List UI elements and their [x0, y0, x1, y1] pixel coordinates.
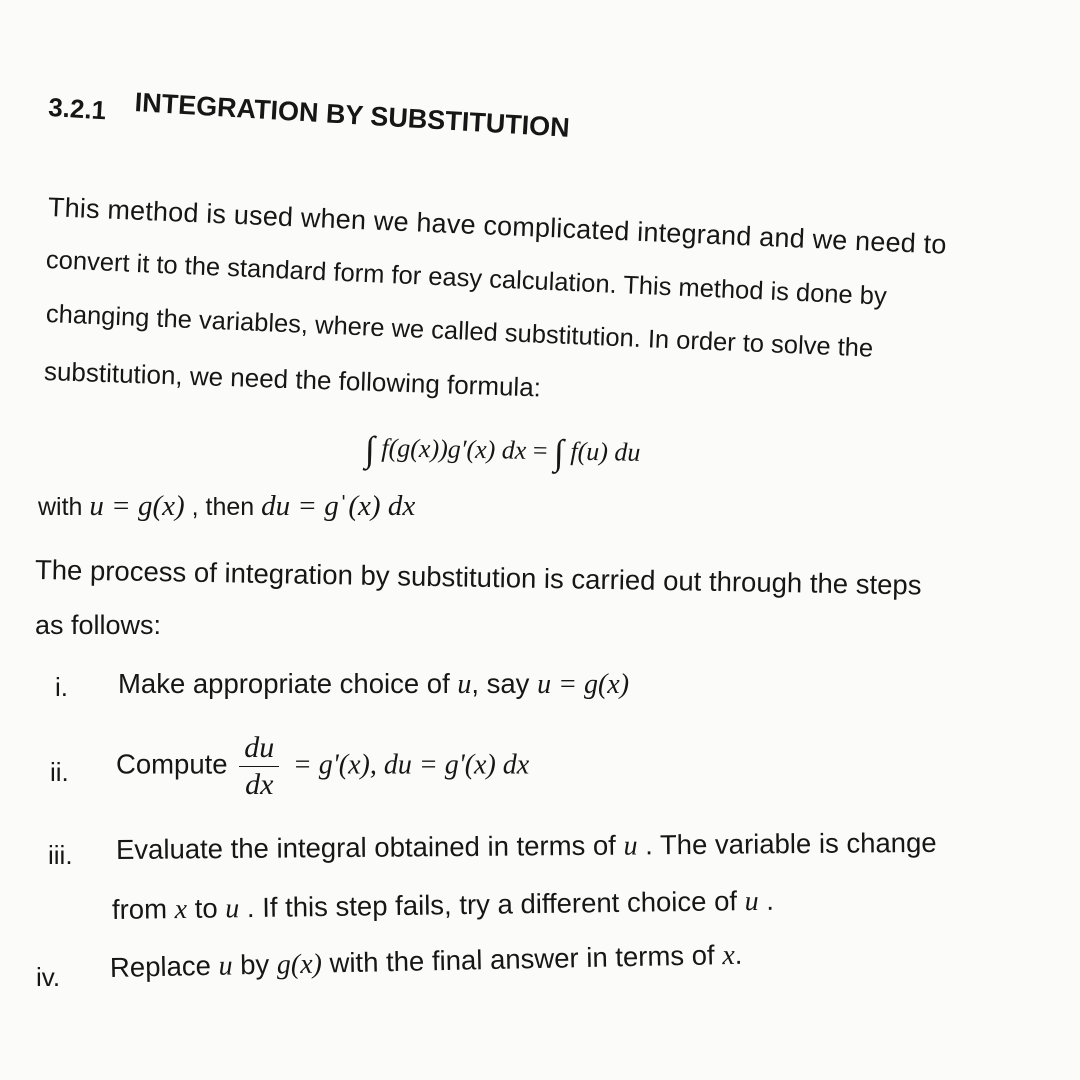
step-4-expr: g(x) — [276, 948, 323, 981]
du-dx-fraction — [239, 732, 279, 800]
step-1-text: Make appropriate choice of — [118, 668, 450, 699]
section-number: 3.2.1 — [47, 91, 108, 126]
substitution-definition — [38, 490, 415, 523]
step-3-x: x — [174, 893, 188, 926]
process-line-2: as follows: — [35, 610, 162, 640]
intro-line-3: changing the variables, where we called substitution. In order to solve the — [45, 300, 874, 363]
step-4-after: with the final answer in terms of — [329, 939, 715, 979]
step-3-fails: . If this step fails, try a different choice of — [246, 885, 738, 924]
step-4-var2: x — [721, 939, 736, 972]
du-definition: du = gˈ(x) dx — [261, 490, 416, 522]
section-heading — [45, 80, 669, 207]
substitution-formula — [365, 428, 641, 475]
step-3-u: u — [225, 893, 240, 925]
step-1-say: , say — [471, 668, 530, 699]
step-3-from: from — [111, 893, 168, 925]
step-3-after: . The variable is change — [645, 826, 937, 861]
step-1-var: u — [457, 669, 472, 700]
intro-line-2: convert it to the standard form for easy calculation. This method is done by — [45, 246, 888, 311]
fraction-numerator: du — [244, 731, 275, 764]
step-2 — [116, 732, 529, 800]
step-3-line-1 — [116, 827, 937, 867]
formula-equals: = — [532, 435, 548, 466]
step-number-4: iv. — [36, 962, 61, 992]
then-text: , then — [191, 493, 255, 521]
u-definition: u = g(x) — [89, 490, 185, 522]
formula-rhs: f(u) du — [570, 436, 641, 467]
step-number-1: i. — [55, 672, 68, 702]
step-3-var: u — [623, 830, 638, 862]
step-3-u2: u — [744, 885, 759, 918]
step-3-text: Evaluate the integral obtained in terms of — [115, 829, 616, 865]
formula-lhs: f(g(x))g′(x) dx — [381, 433, 527, 465]
step-4-end: . — [734, 938, 743, 970]
step-4-by: by — [239, 948, 270, 981]
with-text: with — [38, 493, 83, 521]
fraction-bar — [239, 766, 279, 767]
section-title: INTEGRATION BY SUBSTITUTION — [133, 87, 571, 143]
intro-line-1: This method is used when we have complicated integrand and we need to — [47, 192, 948, 260]
step-number-2: ii. — [50, 757, 69, 787]
step-1-expr: u = g(x) — [537, 669, 630, 700]
fraction-denominator: dx — [245, 767, 274, 801]
intro-line-4: substitution, we need the following formula: — [43, 356, 542, 403]
step-number-3: iii. — [48, 840, 73, 870]
integral-sign-icon: ∫ — [553, 432, 565, 473]
step-4-var: u — [218, 950, 233, 982]
step-2-expr: = g'(x), du = g'(x) dx — [292, 749, 530, 781]
step-3-to: to — [194, 892, 218, 924]
step-3-end: . — [766, 884, 775, 916]
step-4-replace: Replace — [109, 949, 212, 983]
integral-sign-icon: ∫ — [364, 429, 376, 470]
step-2-text: Compute — [116, 748, 228, 780]
process-line-1: The process of integration by substitution is carried out through the steps — [34, 554, 922, 601]
step-1 — [118, 668, 629, 701]
step-3-line-2 — [112, 885, 774, 927]
step-4 — [110, 939, 743, 985]
